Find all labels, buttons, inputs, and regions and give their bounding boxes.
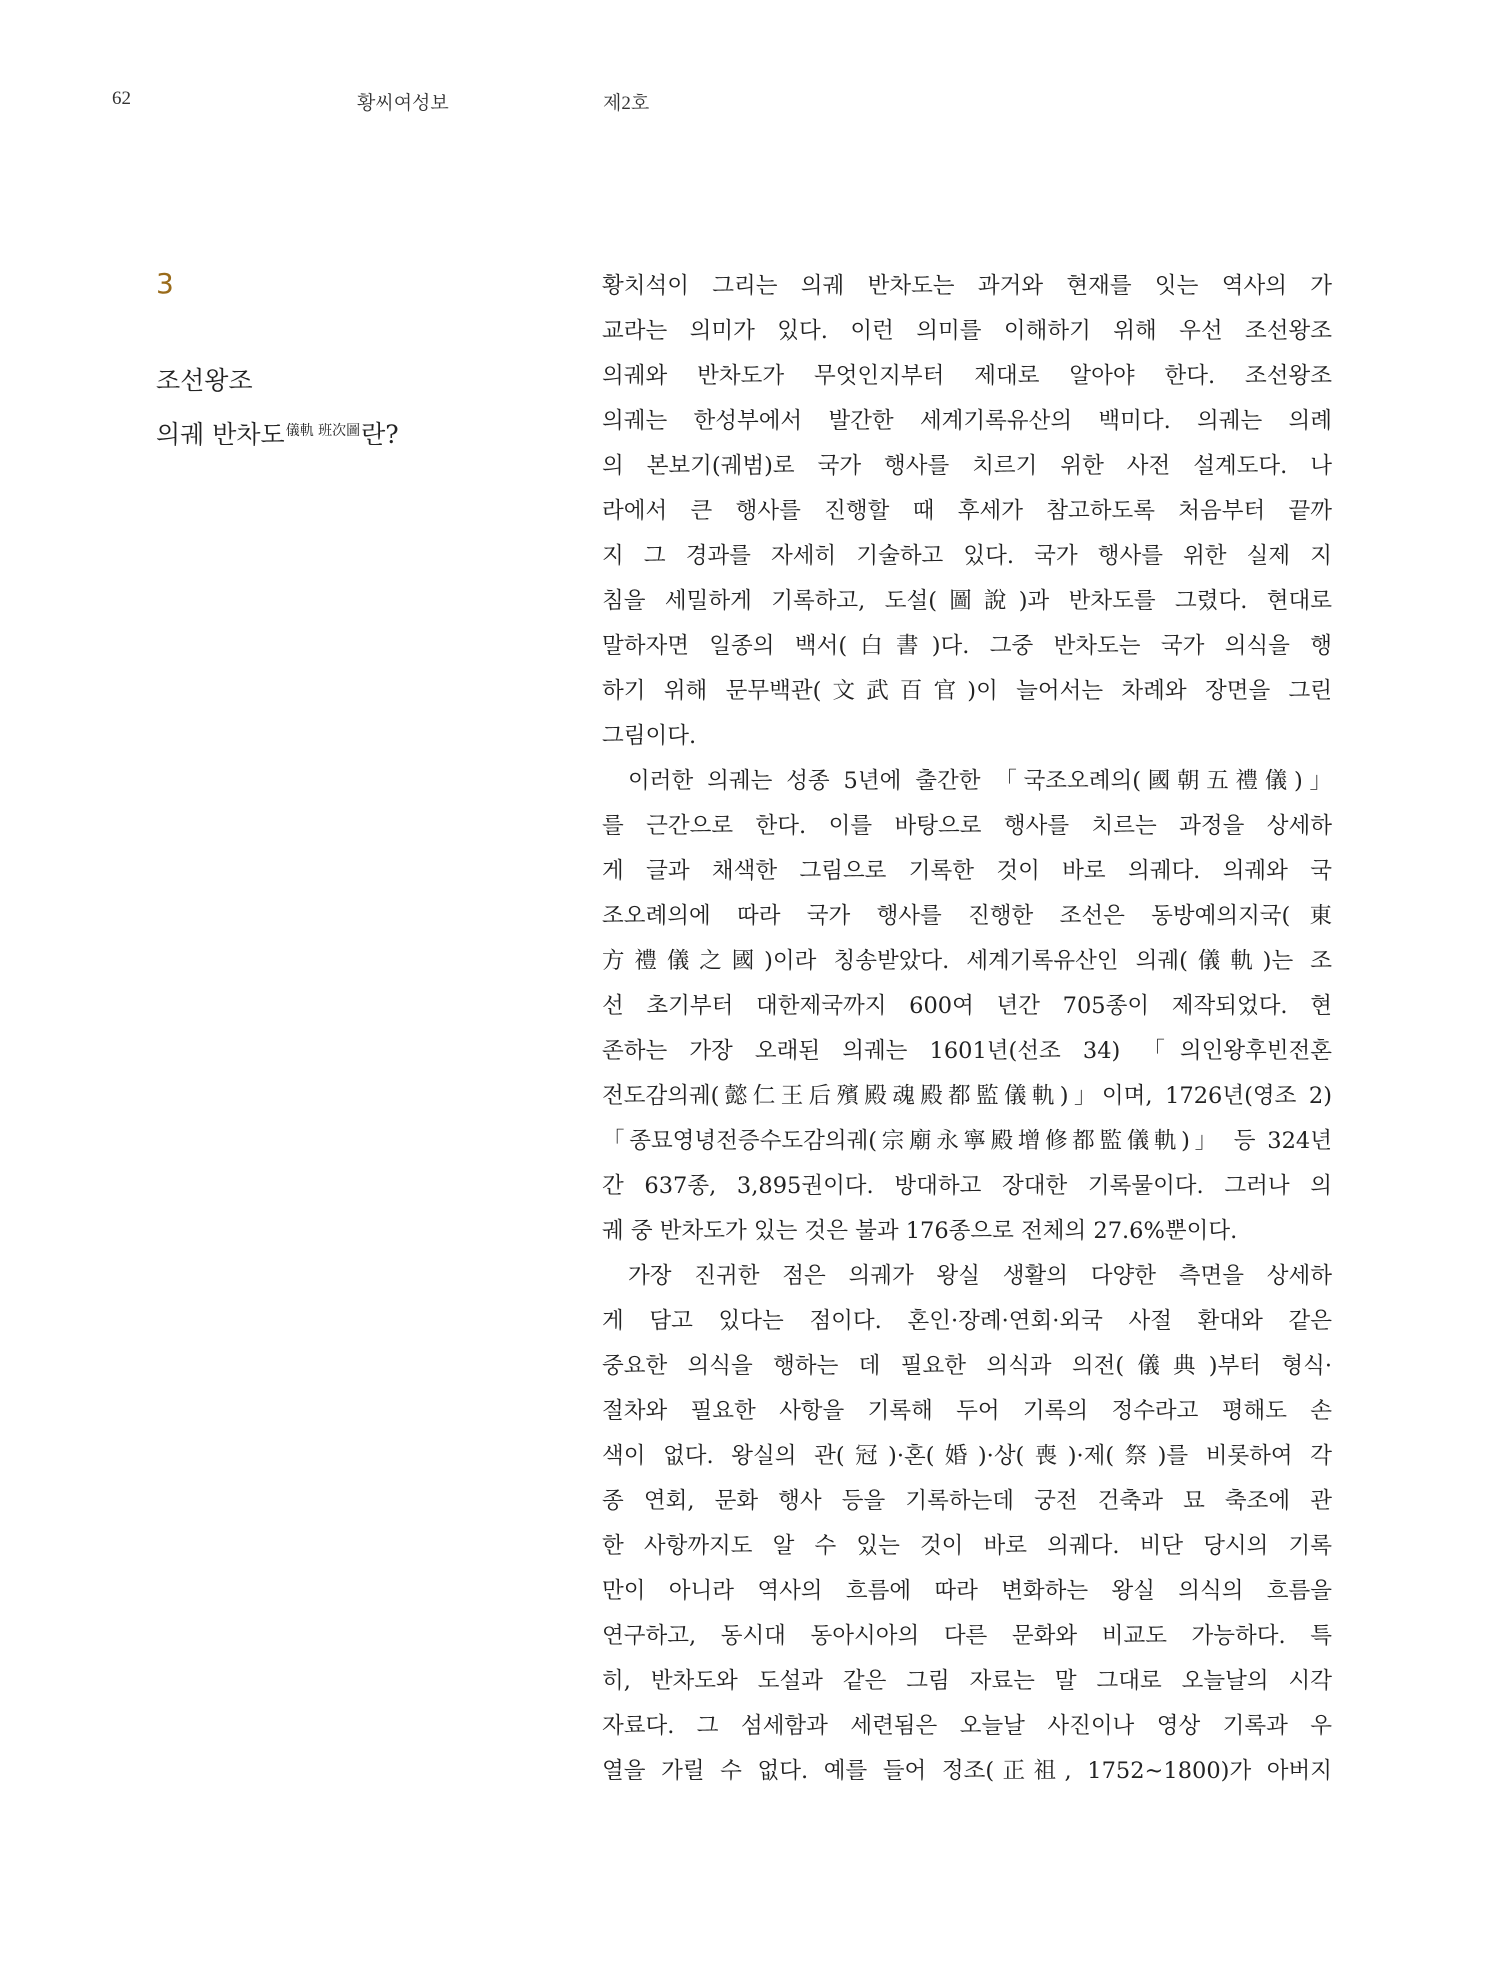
body-line: 열을 가릴 수 없다. 예를 들어 정조(正祖, 1752~1800)가 아버지 [602,1758,1332,1784]
body-line: 라에서 큰 행사를 진행할 때 후세가 참고하도록 처음부터 끝까 [602,498,1332,524]
body-line: 조오례의에 따라 국가 행사를 진행한 조선은 동방예의지국(東 [602,903,1332,929]
section-number: 3 [156,267,174,300]
body-line: 하기 위해 문무백관(文武百官)이 늘어서는 차례와 장면을 그린 [602,678,1332,704]
body-line: 교라는 의미가 있다. 이런 의미를 이해하기 위해 우선 조선왕조 [602,318,1332,344]
body-line: 간 637종, 3,895권이다. 방대하고 장대한 기록물이다. 그러나 의 [602,1173,1332,1199]
body-line: 지 그 경과를 자세히 기술하고 있다. 국가 행사를 위한 실제 지 [602,543,1332,569]
body-line: 의 본보기(궤범)로 국가 행사를 치르기 위한 사전 설계도다. 나 [602,453,1332,479]
body-line: 연구하고, 동시대 동아시아의 다른 문화와 비교도 가능하다. 특 [602,1623,1332,1649]
section-title-line-1: 조선왕조 [156,366,253,395]
body-line: 가장 진귀한 점은 의궤가 왕실 생활의 다양한 측면을 상세하 [628,1263,1332,1289]
section-title [156,356,399,460]
body-line: 게 글과 채색한 그림으로 기록한 것이 바로 의궤다. 의궤와 국 [602,858,1332,884]
issue-label: 제2호 [603,93,650,114]
body-line: 황치석이 그리는 의궤 반차도는 과거와 현재를 잇는 역사의 가 [602,273,1332,299]
section-title-end: 란? [361,420,399,449]
body-line: 색이 없다. 왕실의 관(冠)·혼(婚)·상(喪)·제(祭)를 비롯하여 각 [602,1443,1332,1469]
body-line: 중요한 의식을 행하는 데 필요한 의식과 의전(儀典)부터 형식· [602,1353,1332,1379]
body-line: 를 근간으로 한다. 이를 바탕으로 행사를 치르는 과정을 상세하 [602,813,1332,839]
page-number: 62 [112,88,131,109]
body-line: 절차와 필요한 사항을 기록해 두어 기록의 정수라고 평해도 손 [602,1398,1332,1424]
body-line: 方禮儀之國)이라 칭송받았다. 세계기록유산인 의궤(儀軌)는 조 [602,948,1332,974]
body-text [602,264,1332,1794]
body-line: 말하자면 일종의 백서(白書)다. 그중 반차도는 국가 의식을 행 [602,633,1332,659]
body-line: 선 초기부터 대한제국까지 600여 년간 705종이 제작되었다. 현 [602,993,1332,1019]
section-title-hanja: 儀軌 班次圖 [285,423,361,439]
body-line: 자료다. 그 섬세함과 세련됨은 오늘날 사진이나 영상 기록과 우 [602,1713,1332,1739]
body-line: 「종묘영녕전증수도감의궤(宗廟永寧殿增修都監儀軌)」 등 324년 [602,1128,1332,1154]
section-title-line-2 [156,406,399,460]
body-line: 침을 세밀하게 기록하고, 도설(圖說)과 반차도를 그렸다. 현대로 [602,588,1332,614]
body-line: 궤 중 반차도가 있는 것은 불과 176종으로 전체의 27.6%뿐이다. [602,1218,1238,1244]
body-line: 의궤는 한성부에서 발간한 세계기록유산의 백미다. 의궤는 의례 [602,408,1332,434]
body-line: 전도감의궤(懿仁王后殯殿魂殿都監儀軌)」이며, 1726년(영조 2) [602,1083,1332,1109]
body-line: 그림이다. [602,723,697,749]
body-line: 종 연회, 문화 행사 등을 기록하는데 궁전 건축과 묘 축조에 관 [602,1488,1332,1514]
body-line: 만이 아니라 역사의 흐름에 따라 변화하는 왕실 의식의 흐름을 [602,1578,1332,1604]
section-title-main: 의궤 반차도 [156,420,285,449]
body-line: 게 담고 있다는 점이다. 혼인·장례·연회·외국 사절 환대와 같은 [602,1308,1332,1334]
journal-name: 황씨여성보 [357,93,449,114]
body-line: 의궤와 반차도가 무엇인지부터 제대로 알아야 한다. 조선왕조 [602,363,1332,389]
body-line: 히, 반차도와 도설과 같은 그림 자료는 말 그대로 오늘날의 시각 [602,1668,1332,1694]
body-line: 한 사항까지도 알 수 있는 것이 바로 의궤다. 비단 당시의 기록 [602,1533,1332,1559]
body-line: 이러한 의궤는 성종 5년에 출간한 「국조오례의(國朝五禮儀)」 [628,768,1332,794]
body-line: 존하는 가장 오래된 의궤는 1601년(선조 34) 「의인왕후빈전혼 [602,1038,1332,1064]
